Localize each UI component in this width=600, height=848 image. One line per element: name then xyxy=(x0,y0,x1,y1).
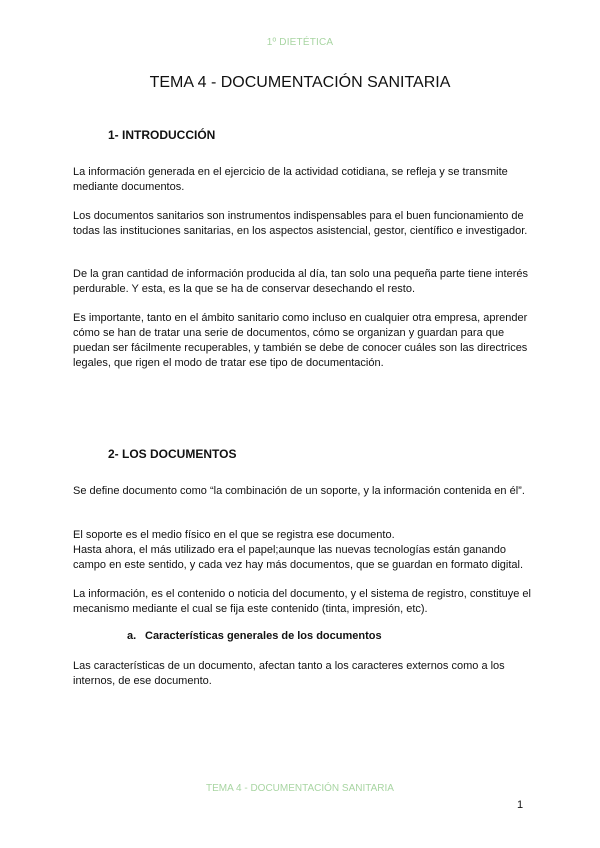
subsection-heading xyxy=(127,630,382,642)
paragraph: La información, es el contenido o noticia del documento, y el sistema de registro, constituye el mecanismo mediante el cual se fija este contenido (tinta, impresión, etc). xyxy=(73,588,531,615)
paragraph: La información generada en el ejercicio de la actividad cotidiana, se refleja y se transmite mediante documentos. xyxy=(73,166,508,193)
section-heading-documentos: 2- LOS DOCUMENTOS xyxy=(108,447,237,461)
paragraph: De la gran cantidad de información producida al día, tan solo una pequeña parte tiene interés perdurable. Y esta, es la que se ha de conservar desechando el resto. xyxy=(73,268,528,295)
page-number: 1 xyxy=(517,799,524,811)
paragraph: Se define documento como “la combinación de un soporte, y la información contenida en él”. xyxy=(73,485,525,497)
document-title: TEMA 4 - DOCUMENTACIÓN SANITARIA xyxy=(149,74,451,91)
subsection-marker: a. xyxy=(127,630,137,642)
paragraph: Las características de un documento, afectan tanto a los caracteres externos como a los internos, de ese documento. xyxy=(73,660,505,687)
subsection-title: Características generales de los documentos xyxy=(145,630,382,642)
section-heading-introduccion: 1- INTRODUCCIÓN xyxy=(108,128,216,142)
page-footer: TEMA 4 - DOCUMENTACIÓN SANITARIA xyxy=(206,783,394,794)
paragraph: Es importante, tanto en el ámbito sanitario como incluso en cualquier otra empresa, aprender cómo se han de tratar una serie de documentos, cómo se organizan y guardan para que puedan ser fácilmente recuperables, y también se debe de conocer cuáles son las directrices legales, que rigen el modo de tratar ese tipo de documentación. xyxy=(73,312,528,369)
paragraph: Hasta ahora, el más utilizado era el papel;aunque las nuevas tecnologías están ganando campo en este sentido, y cada vez hay más documentos, que se guardan en formato digital. xyxy=(73,544,524,571)
paragraph: El soporte es el medio físico en el que se registra ese documento. xyxy=(73,529,395,541)
page-header: 1º DIETÉTICA xyxy=(266,37,334,48)
paragraph: Los documentos sanitarios son instrumentos indispensables para el buen funcionamiento de todas las instituciones sanitarias, en los aspectos asistencial, gestor, científico e investigador. xyxy=(73,210,528,237)
